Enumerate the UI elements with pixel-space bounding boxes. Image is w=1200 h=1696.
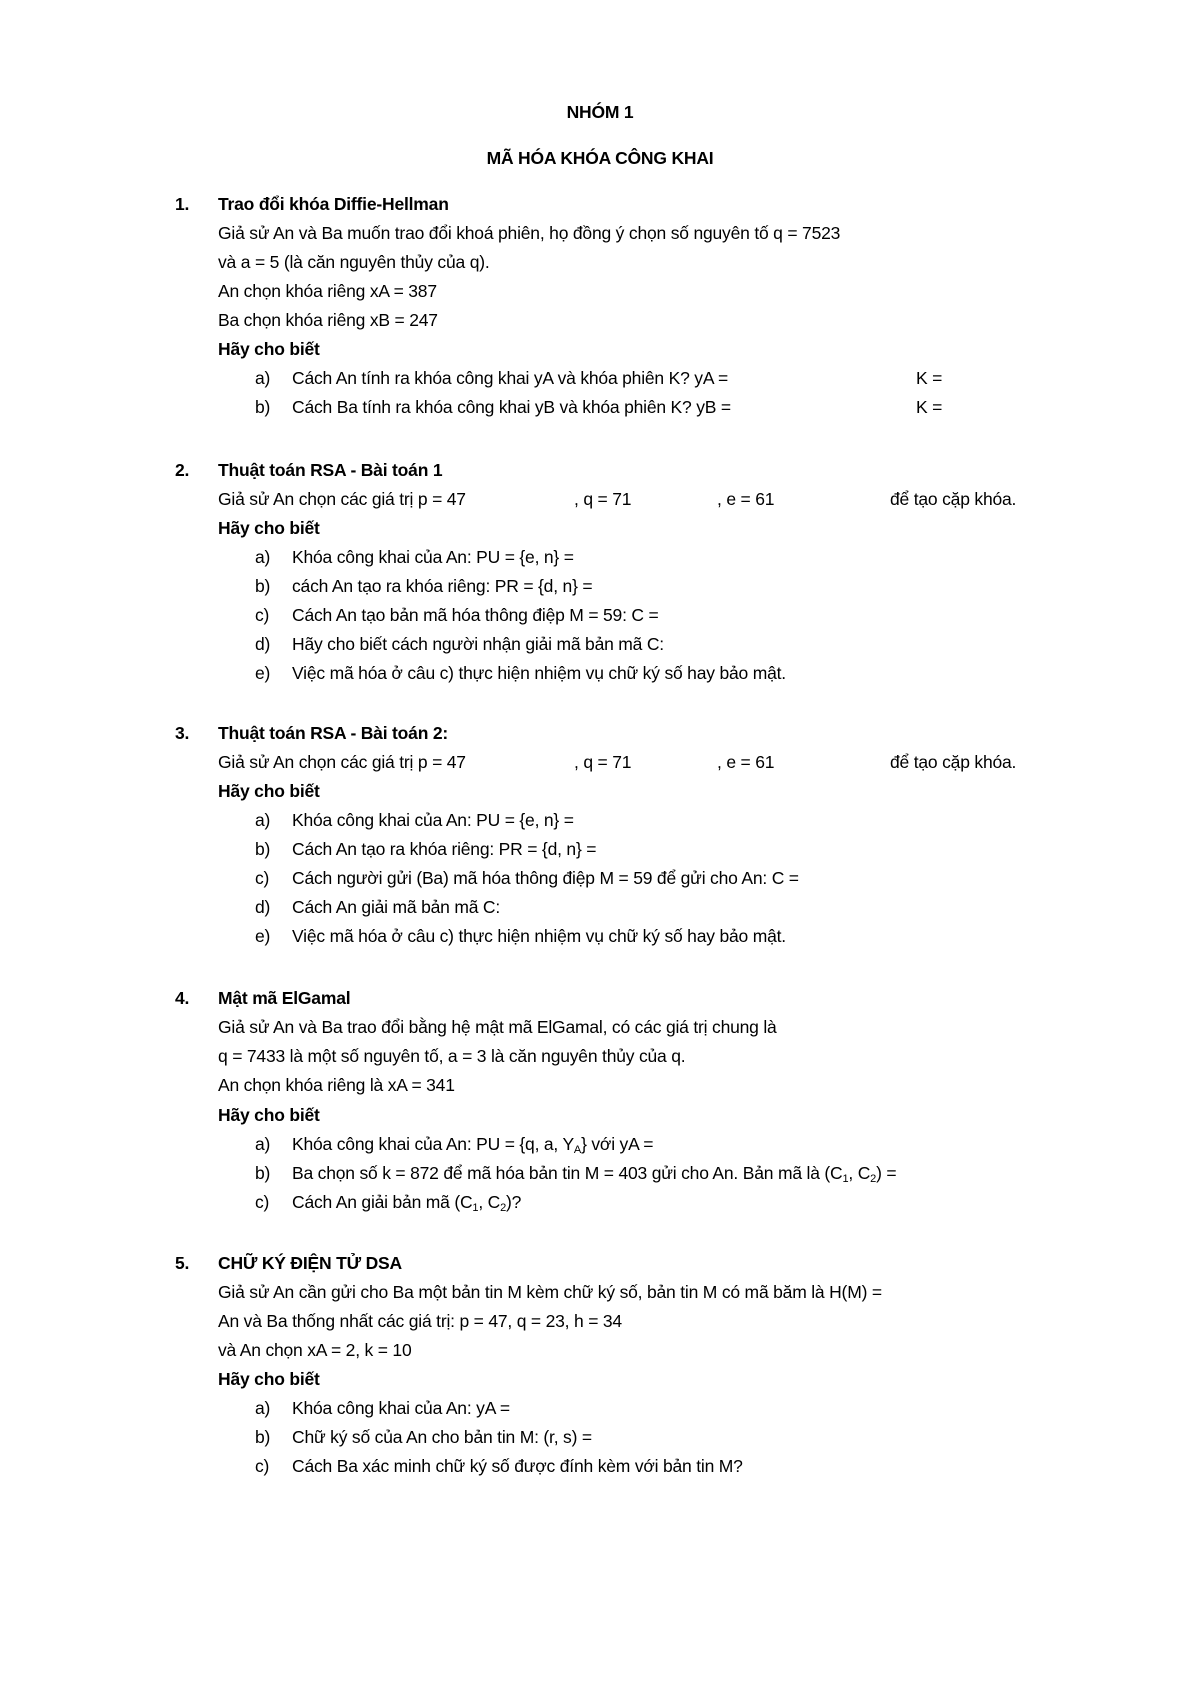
- paragraph: và An chọn xA = 2, k = 10: [218, 1340, 412, 1360]
- paragraph: q = 7433 là một số nguyên tố, a = 3 là căn nguyên thủy của q.: [218, 1046, 686, 1066]
- section-number: 5.: [175, 1253, 190, 1273]
- question-item: [0, 575, 1200, 597]
- param-tail: để tạo cặp khóa.: [890, 752, 1017, 772]
- item-label: e): [255, 663, 271, 683]
- param-e: , e = 61: [717, 752, 775, 772]
- section-number: 2.: [175, 460, 190, 480]
- item-text: Cách người gửi (Ba) mã hóa thông điệp M = 59 để gửi cho An: C =: [292, 868, 799, 888]
- question-item: [0, 1191, 1200, 1213]
- question-item: [0, 662, 1200, 684]
- question-prompt: Hãy cho biết: [218, 1105, 320, 1125]
- item-label: d): [255, 897, 271, 917]
- item-label: c): [255, 868, 270, 888]
- item-text: Hãy cho biết cách người nhận giải mã bản mã C:: [292, 634, 664, 654]
- param-tail: để tạo cặp khóa.: [890, 489, 1017, 509]
- item-label: b): [255, 839, 271, 859]
- item-text: Cách An giải bản mã ($C_1$, $C_2$)?: [292, 1192, 522, 1214]
- item-label: c): [255, 1192, 270, 1212]
- question-item: [0, 1397, 1200, 1419]
- item-answer-k: K =: [916, 397, 943, 417]
- item-label: c): [255, 605, 270, 625]
- group-heading: NHÓM 1: [566, 102, 634, 122]
- question-item: [0, 546, 1200, 568]
- question-prompt: Hãy cho biết: [218, 339, 320, 359]
- item-label: d): [255, 634, 271, 654]
- item-text: Cách Ba xác minh chữ ký số được đính kèm với bản tin M?: [292, 1456, 743, 1476]
- item-text: Khóa công khai của An: PU = {e, n} =: [292, 547, 574, 567]
- item-text: Việc mã hóa ở câu c) thực hiện nhiệm vụ chữ ký số hay bảo mật.: [292, 663, 786, 683]
- item-label: a): [255, 1134, 271, 1154]
- param-q: , q = 71: [574, 752, 632, 772]
- question-item: [0, 809, 1200, 831]
- paragraph: Giả sử An cần gửi cho Ba một bản tin M kèm chữ ký số, bản tin M có mã băm là H(M) =: [218, 1282, 882, 1302]
- param-q: , q = 71: [574, 489, 632, 509]
- item-label: a): [255, 547, 271, 567]
- item-text: Khóa công khai của An: PU = {q, a, $Y_A$} với yA =: [292, 1134, 654, 1156]
- item-text: Cách An tạo ra khóa riêng: PR = {d, n} =: [292, 839, 597, 859]
- paragraph: và a = 5 (là căn nguyên thủy của q).: [218, 252, 490, 272]
- item-label: a): [255, 1398, 271, 1418]
- question-item: [0, 867, 1200, 889]
- section-title: Trao đổi khóa Diffie-Hellman: [218, 194, 449, 214]
- question-item: [0, 1133, 1200, 1155]
- paragraph: An chọn khóa riêng là xA = 341: [218, 1075, 455, 1095]
- question-item: [0, 838, 1200, 860]
- paragraph: Ba chọn khóa riêng xB = 247: [218, 310, 438, 330]
- paragraph: An và Ba thống nhất các giá trị: p = 47, q = 23, h = 34: [218, 1311, 622, 1331]
- question-item: [0, 633, 1200, 655]
- item-text: Khóa công khai của An: yA =: [292, 1398, 510, 1418]
- param-p: Giả sử An chọn các giá trị p = 47: [218, 489, 466, 509]
- paragraph: Giả sử An và Ba muốn trao đổi khoá phiên, họ đồng ý chọn số nguyên tố q = 7523: [218, 223, 841, 243]
- section-title: CHỮ KÝ ĐIỆN TỬ DSA: [218, 1253, 402, 1273]
- paragraph: An chọn khóa riêng xA = 387: [218, 281, 437, 301]
- question-prompt: Hãy cho biết: [218, 1369, 320, 1389]
- param-e: , e = 61: [717, 489, 775, 509]
- paragraph: Giả sử An và Ba trao đổi bằng hệ mật mã ElGamal, có các giá trị chung là: [218, 1017, 777, 1037]
- question-prompt: Hãy cho biết: [218, 781, 320, 801]
- item-text: Khóa công khai của An: PU = {e, n} =: [292, 810, 574, 830]
- item-label: b): [255, 1163, 271, 1183]
- item-label: b): [255, 1427, 271, 1447]
- item-label: b): [255, 397, 271, 417]
- item-text: Việc mã hóa ở câu c) thực hiện nhiệm vụ chữ ký số hay bảo mật.: [292, 926, 786, 946]
- question-item: [0, 1162, 1200, 1184]
- item-label: e): [255, 926, 271, 946]
- item-text: Ba chọn số k = 872 để mã hóa bản tin M = 403 gửi cho An. Bản mã là ($C_1$, $C_2$) =: [292, 1163, 897, 1185]
- item-label: b): [255, 576, 271, 596]
- question-item: [0, 925, 1200, 947]
- question-item: [0, 1426, 1200, 1448]
- question-item: [0, 604, 1200, 626]
- item-text: Cách Ba tính ra khóa công khai yB và khóa phiên K? yB =: [292, 397, 731, 417]
- section-number: 4.: [175, 988, 190, 1008]
- item-text: Chữ ký số của An cho bản tin M: (r, s) =: [292, 1427, 592, 1447]
- section-number: 3.: [175, 723, 190, 743]
- item-text: Cách An tính ra khóa công khai yA và khóa phiên K? yA =: [292, 368, 729, 388]
- param-p: Giả sử An chọn các giá trị p = 47: [218, 752, 466, 772]
- item-label: c): [255, 1456, 270, 1476]
- question-item: [0, 367, 1200, 389]
- question-item: [0, 896, 1200, 918]
- parameters-line: [0, 488, 1200, 510]
- item-text: Cách An giải mã bản mã C:: [292, 897, 501, 917]
- page-title: MÃ HÓA KHÓA CÔNG KHAI: [486, 148, 714, 168]
- question-item: [0, 1455, 1200, 1477]
- item-text: cách An tạo ra khóa riêng: PR = {d, n} =: [292, 576, 593, 596]
- item-text: Cách An tạo bản mã hóa thông điệp M = 59: C =: [292, 605, 659, 625]
- item-answer-k: K =: [916, 368, 943, 388]
- section-title: Thuật toán RSA - Bài toán 2:: [218, 723, 449, 743]
- parameters-line: [0, 751, 1200, 773]
- section-number: 1.: [175, 194, 190, 214]
- question-item: [0, 396, 1200, 418]
- question-prompt: Hãy cho biết: [218, 518, 320, 538]
- section-title: Thuật toán RSA - Bài toán 1: [218, 460, 443, 480]
- item-label: a): [255, 368, 271, 388]
- section-title: Mật mã ElGamal: [218, 988, 351, 1008]
- item-label: a): [255, 810, 271, 830]
